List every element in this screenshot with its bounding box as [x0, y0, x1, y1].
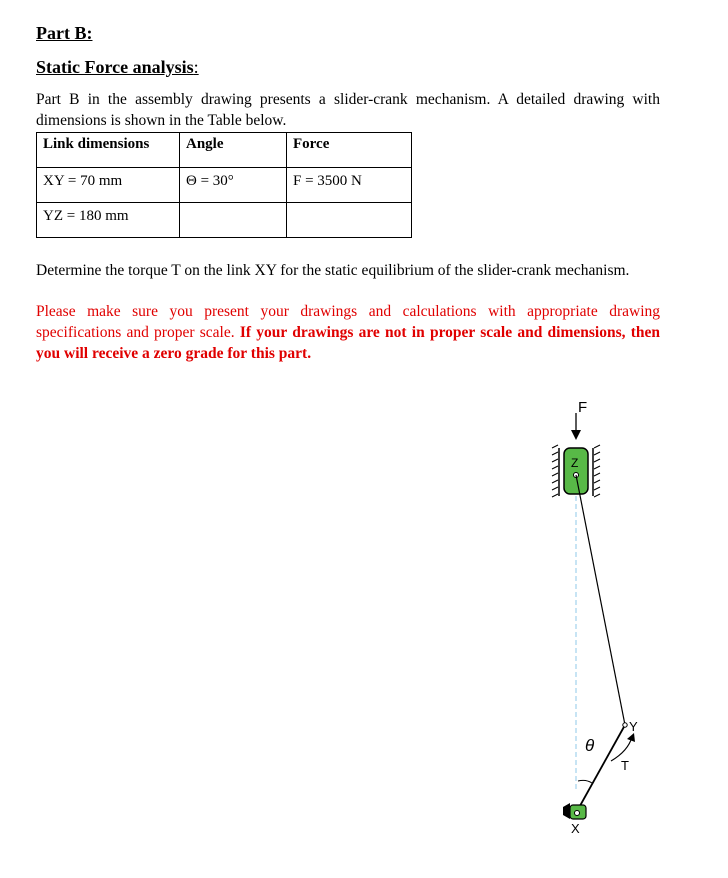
warning-bold-text: If your drawings are not in proper scale and dimensions, then you will receive a zero grade for this part. [36, 324, 661, 362]
section-title-colon: : [193, 57, 199, 77]
slider-crank-diagram [500, 385, 660, 850]
ground-pivot-pin [575, 811, 580, 816]
warning-text: Please make sure you present your drawings and calculations with appropriate drawing specifications and proper scale. [36, 303, 660, 341]
table-header-row [37, 133, 412, 168]
crank-end-label: Y [629, 719, 638, 734]
intro-paragraph: Part B in the assembly drawing presents a slider-crank mechanism. A detailed drawing with dimensions is shown in the Table below. [36, 91, 660, 129]
crank-link [576, 725, 625, 813]
table-row [37, 203, 412, 238]
table-cell: YZ = 180 mm [37, 203, 180, 238]
warning-paragraph [36, 301, 660, 364]
table-cell: Θ = 30° [180, 168, 287, 203]
force-label: F [578, 399, 588, 416]
right-guide-rail [593, 445, 600, 497]
pivot-label: X [571, 821, 580, 836]
force-arrowhead [571, 430, 581, 440]
angle-label: θ [585, 736, 595, 755]
table-header-cell: Force [287, 133, 412, 168]
slider-block [564, 448, 588, 494]
table-cell: F = 3500 N [287, 168, 412, 203]
angle-arc [578, 780, 592, 783]
crank-pin [623, 723, 627, 727]
table-cell: XY = 70 mm [37, 168, 180, 203]
task-paragraph: Determine the torque T on the link XY for the static equilibrium of the slider-crank mechanism. [36, 262, 630, 279]
table-cell [287, 203, 412, 238]
slider-label: Z [571, 456, 579, 470]
section-title [36, 57, 199, 78]
connecting-rod [576, 475, 625, 725]
left-guide-rail [552, 445, 559, 497]
ground-pivot-hatch [563, 803, 570, 819]
dimensions-table [36, 132, 412, 238]
table-cell [180, 203, 287, 238]
part-title: Part B: [36, 23, 93, 43]
table-header-cell: Angle [180, 133, 287, 168]
torque-label: T [621, 758, 629, 773]
table-header-cell: Link dimensions [37, 133, 180, 168]
section-title-text: Static Force analysis [36, 57, 194, 77]
table-row [37, 168, 412, 203]
